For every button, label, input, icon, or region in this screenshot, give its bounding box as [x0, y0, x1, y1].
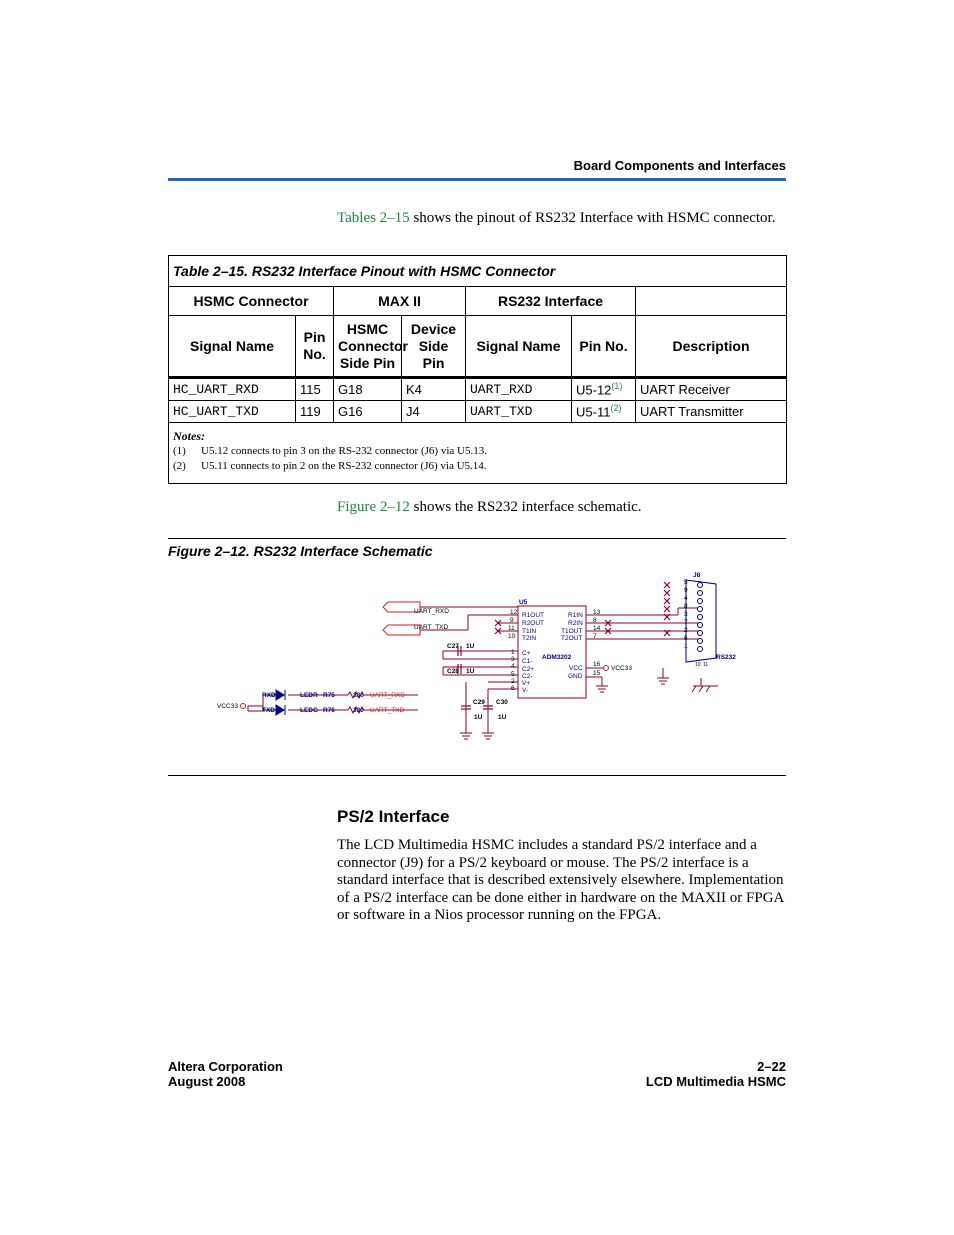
note-number: (1) — [173, 445, 186, 457]
pin-num: 12 — [510, 609, 518, 616]
j8-pin-num: 3 — [684, 611, 688, 618]
label-ledg: LEDG — [300, 707, 319, 714]
rs-pin-value: U5-11 — [576, 404, 611, 420]
schematic-labels — [217, 572, 736, 721]
j8-pin-num: 1 — [684, 643, 688, 650]
label-c29-val: 1U — [474, 714, 483, 721]
label-ledr: LEDR — [300, 692, 318, 699]
pin-name: V- — [522, 687, 529, 694]
cell-device-pin: K4 — [402, 378, 466, 401]
label-c30-val: 1U — [498, 714, 507, 721]
cell-rs-pin — [572, 378, 636, 401]
label-chip: ADM3202 — [542, 654, 572, 661]
group-max-ii: MAX II — [334, 287, 466, 316]
section-heading: PS/2 Interface — [337, 807, 450, 826]
cell-rs-signal: UART_TXD — [466, 401, 572, 423]
figure-link[interactable]: Figure 2–12 — [337, 499, 410, 515]
pin-name: VCC — [569, 665, 583, 672]
pin-name: V+ — [522, 680, 531, 687]
figure-intro-paragraph — [337, 499, 797, 516]
pin-num: 8 — [593, 617, 597, 624]
rs232-schematic — [168, 568, 786, 773]
label-c30: C30 — [496, 699, 508, 706]
footer-company: Altera Corporation — [168, 1059, 283, 1074]
pin-name: C1- — [522, 658, 533, 665]
label-r76: R76 — [323, 707, 335, 714]
vcc33-right-port — [604, 666, 609, 671]
notes-title: Notes: — [173, 429, 205, 443]
figure-rule-bottom — [168, 775, 786, 776]
col-signal-name: Signal Name — [169, 316, 296, 378]
cell-description: UART Transmitter — [636, 401, 787, 423]
cell-device-pin: J4 — [402, 401, 466, 423]
figure-caption: Figure 2–12. RS232 Interface Schematic — [168, 543, 433, 559]
footer-date: August 2008 — [168, 1074, 246, 1089]
pin-name: T1OUT — [561, 628, 583, 635]
pin-name: C+ — [522, 650, 531, 657]
pin-num: 6 — [511, 685, 515, 692]
pin-name: T2OUT — [561, 635, 583, 642]
pin-name: R2IN — [568, 620, 583, 627]
footer-left — [168, 1059, 283, 1089]
table-row — [169, 378, 787, 401]
cell-description: UART Receiver — [636, 378, 787, 401]
pin-num: 2 — [511, 678, 515, 685]
table-row — [169, 401, 787, 423]
pin-num: 11 — [508, 625, 515, 632]
cell-signal: HC_UART_TXD — [169, 401, 296, 423]
note-item — [173, 459, 782, 474]
pin-name: R1OUT — [522, 612, 545, 619]
pin-name: T2IN — [522, 635, 537, 642]
note-text: U5.11 connects to pin 2 on the RS-232 connector (J6) via U5.14. — [201, 460, 487, 472]
label-vcc33-right: VCC33 — [611, 665, 632, 672]
label-uart-rxd: UART_RXD — [414, 608, 449, 615]
col-device-side-pin: Device Side Pin — [402, 316, 466, 378]
cell-pin: 119 — [296, 401, 334, 423]
j8-pin-num: 8 — [684, 603, 688, 610]
col-rs-signal-name: Signal Name — [466, 316, 572, 378]
col-hsmc-side-pin: HSMC Connector Side Pin — [334, 316, 402, 378]
footer-doc-title: LCD Multimedia HSMC — [645, 1074, 786, 1089]
pin-num: 16 — [593, 661, 601, 668]
pin-num: 10 — [508, 633, 516, 640]
table-caption: Table 2–15. RS232 Interface Pinout with HSMC Connector — [169, 256, 787, 287]
section-body: The LCD Multimedia HSMC includes a standard PS/2 interface and a connector (J9) for a PS/2 keyboard or mouse. The PS/2 interface is a standard interface that is described extensively elsewhere. Implementation of a PS/2 interface can be done either in hardware on the MAXII or FPGA or software in a Nios processor running on the FPGA. — [337, 837, 784, 923]
pin-name: R2OUT — [522, 620, 545, 627]
group-empty — [636, 287, 787, 316]
j8-pin-num: 6 — [684, 635, 688, 642]
note-text: U5.12 connects to pin 3 on the RS-232 connector (J6) via U5.13. — [201, 445, 487, 457]
cell-signal: HC_UART_RXD — [169, 378, 296, 401]
note-item — [173, 444, 782, 459]
intro-paragraph — [337, 210, 797, 227]
pin-num: 4 — [511, 663, 515, 670]
pin-num: 5 — [511, 671, 515, 678]
j8-pin-num: 2 — [684, 627, 688, 634]
cell-hsmc-pin: G18 — [334, 378, 402, 401]
pinout-table — [168, 255, 787, 484]
net-uart-rxd: UART_RXD — [370, 692, 405, 699]
db9-pins — [698, 583, 703, 652]
pin-name: R1IN — [568, 612, 583, 619]
group-rs232-interface: RS232 Interface — [466, 287, 636, 316]
figure-rule-top — [168, 538, 786, 539]
pin-name: C2+ — [522, 666, 535, 673]
header-rule — [168, 178, 786, 181]
footer-page-number: 2–22 — [757, 1059, 786, 1074]
ground-symbols — [460, 678, 718, 739]
note-ref-link[interactable]: (2) — [610, 403, 622, 414]
j8-pin-num: 7 — [684, 619, 688, 626]
j8-side-num: 10 — [695, 662, 701, 668]
note-ref-link[interactable]: (1) — [611, 381, 623, 392]
figure-intro-text: shows the RS232 interface schematic. — [409, 499, 642, 515]
note-number: (2) — [173, 460, 186, 472]
label-vcc33-left: VCC33 — [217, 703, 238, 710]
pin-name: C2- — [522, 673, 533, 680]
pin-num: 13 — [593, 609, 601, 616]
col-pin-no: Pin No. — [296, 316, 334, 378]
j8-pin-num: 4 — [684, 595, 688, 602]
label-u5: U5 — [519, 599, 528, 606]
cell-pin: 115 — [296, 378, 334, 401]
j8-pin-num: 5 — [684, 579, 688, 586]
label-r75-val: 330 — [353, 692, 364, 699]
label-c27: C27 — [447, 643, 459, 650]
pin-num: 3 — [511, 656, 515, 663]
cell-hsmc-pin: G16 — [334, 401, 402, 423]
pin-num: 1 — [511, 649, 515, 656]
pin-num: 7 — [593, 633, 597, 640]
label-uart-txd: UART_TXD — [414, 624, 449, 631]
label-j8: J8 — [693, 572, 701, 579]
col-description: Description — [636, 316, 787, 378]
pin-num: 15 — [593, 670, 601, 677]
label-rxd: RXD — [262, 692, 276, 699]
table-link[interactable]: Tables 2–15 — [337, 210, 410, 226]
net-uart-txd: UART_TXD — [370, 707, 405, 714]
running-header: Board Components and Interfaces — [573, 158, 786, 173]
pin-num: 9 — [510, 617, 514, 624]
col-rs-pin-no: Pin No. — [572, 316, 636, 378]
vcc33-left-port — [241, 704, 246, 709]
j8-pin-num: 9 — [684, 587, 688, 594]
pin-num: 14 — [593, 625, 601, 632]
label-r75: R75 — [323, 692, 335, 699]
label-c28: C28 — [447, 668, 459, 675]
group-hsmc-connector: HSMC Connector — [169, 287, 334, 316]
label-rs232: RS232 — [716, 654, 736, 661]
label-txd: TXD — [262, 707, 275, 714]
label-c29: C29 — [473, 699, 485, 706]
cell-rs-pin — [572, 401, 636, 423]
footer-right — [600, 1059, 786, 1089]
pin-name: T1IN — [522, 628, 537, 635]
label-c28-val: 1U — [466, 668, 475, 675]
intro-text: shows the pinout of RS232 Interface with HSMC connector. — [409, 210, 776, 226]
table-notes — [169, 423, 787, 484]
label-c27-val: 1U — [466, 643, 475, 650]
pin-name: GND — [568, 673, 583, 680]
j8-side-num: 11 — [703, 662, 709, 668]
label-r76-val: 330 — [353, 707, 364, 714]
cell-rs-signal: UART_RXD — [466, 378, 572, 401]
rs-pin-value: U5-12 — [576, 382, 612, 398]
